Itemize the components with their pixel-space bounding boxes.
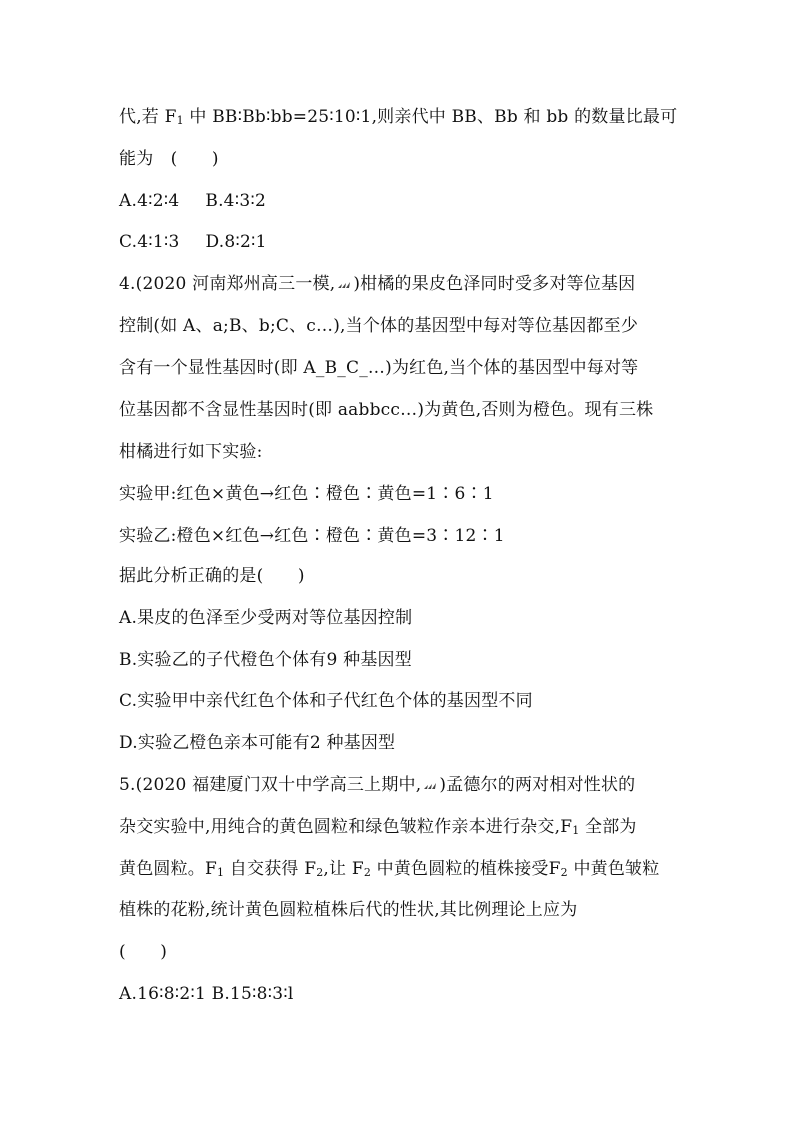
- star-difficulty-icon: [422, 780, 438, 792]
- q4-option-d: D.实验乙橙色亲本可能有2 种基因型: [119, 733, 396, 753]
- option-c: C.4∶1∶3: [119, 232, 180, 252]
- q4-stem-line-3: 含有一个显性基因时(即 A_B_C_…)为红色,当个体的基因型中每对等: [119, 358, 639, 378]
- q4-option-a: A.果皮的色泽至少受两对等位基因控制: [119, 608, 413, 628]
- q3-continuation-line: 代,若 $F_1$ 中 BB∶Bb∶bb=25∶10∶1,则亲代中 BB、Bb 和 bb 的数量比最可: [119, 107, 678, 127]
- option-a: A.4∶2∶4: [119, 191, 180, 211]
- q4-stem-line-2: 控制(如 A、a;B、b;C、c…),当个体的基因型中每对等位基因都至少: [119, 316, 639, 336]
- option-d: D.8∶2∶1: [205, 232, 267, 252]
- option-b: B.4∶3∶2: [205, 191, 266, 211]
- q4-question: 据此分析正确的是( ): [119, 566, 305, 586]
- q3-stem-end: 能为 ( ): [119, 149, 219, 169]
- q5-stem-line-3: 黄色圆粒。$F_1$ 自交获得 $F_2$,让 $F_2$ 中黄色圆粒的植株接受$F_2$ 中黄色皱粒: [119, 859, 660, 879]
- q4-stem-line-5: 柑橘进行如下实验:: [119, 442, 263, 462]
- q5-options-ab: A.16∶8∶2∶1 B.15∶8∶3∶l: [119, 984, 294, 1004]
- q4-experiment-b: 实验乙:橙色×红色→红色∶橙色∶黄色=3∶12∶1: [119, 526, 505, 546]
- q4-experiment-a: 实验甲:红色×黄色→红色∶橙色∶黄色=1∶6∶1: [119, 484, 494, 504]
- q4-stem-line-4: 位基因都不含显性基因时(即 aabbcc…)为黄色,否则为橙色。现有三株: [119, 400, 654, 420]
- q3-options-ab: [119, 190, 292, 212]
- q5-stem-line-4: 植株的花粉,统计黄色圆粒植株后代的性状,其比例理论上应为: [119, 900, 578, 920]
- q4-stem-line-1: 4.(2020 河南郑州高三一模, )柑橘的果皮色泽同时受多对等位基因: [119, 274, 636, 294]
- star-difficulty-icon: [336, 279, 352, 291]
- q3-options-cd: [119, 231, 293, 253]
- q5-stem-line-1: 5.(2020 福建厦门双十中学高三上期中, )孟德尔的两对相对性状的: [119, 775, 636, 795]
- q5-answer-blank: ( ): [119, 942, 168, 962]
- q4-option-c: C.实验甲中亲代红色个体和子代红色个体的基因型不同: [119, 691, 533, 711]
- q5-stem-line-2: 杂交实验中,用纯合的黄色圆粒和绿色皱粒作亲本进行杂交$,F_1$ 全部为: [119, 817, 637, 837]
- q4-option-b: B.实验乙的子代橙色个体有9 种基因型: [119, 650, 412, 670]
